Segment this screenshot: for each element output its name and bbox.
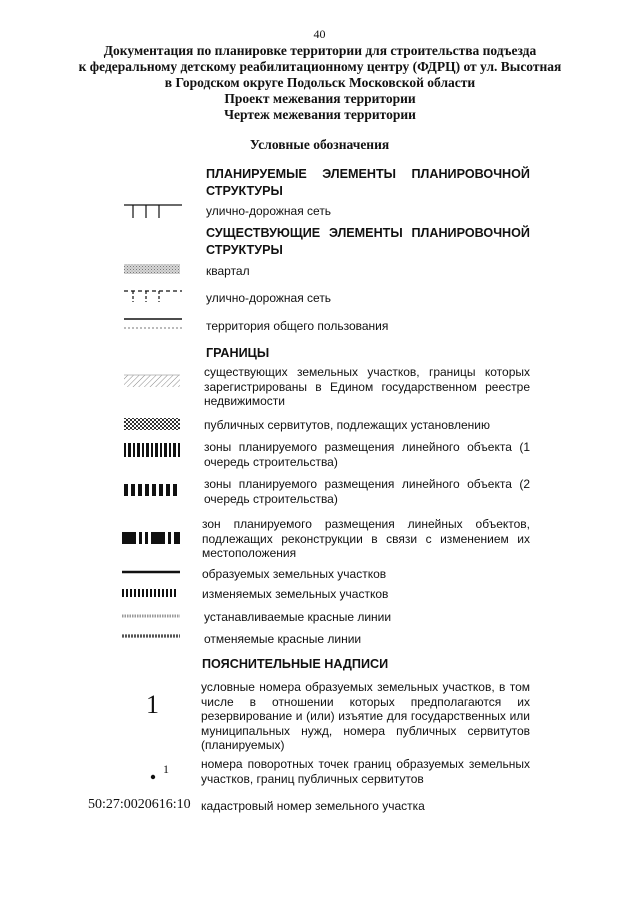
registered-parcel-boundary-symbol	[124, 373, 180, 389]
cadastral-number-symbol: 50:27:0020616:10	[88, 797, 191, 812]
formed-parcel-boundary-symbol	[122, 569, 180, 575]
header-line: в Городском округе Подольск Московской области	[164, 75, 476, 90]
section-boundaries-title: ГРАНИЦЫ	[206, 346, 270, 360]
legend-item-label: квартал	[206, 264, 250, 278]
cancelled-red-line-symbol	[122, 633, 180, 639]
turning-point-number: 1	[163, 762, 169, 776]
parcel-number-symbol: 1	[146, 690, 159, 719]
header-line: Чертеж межевания территории	[224, 107, 416, 122]
turning-point-dot-icon	[150, 774, 156, 780]
legend-item-label: условные номера образуемых земельных участков, в том числе в отношении которых предполагаются их резервирование и (или) изъятие для государственных или муниципальных нужд, номера публичных сервитутов (планируемых)	[201, 680, 530, 752]
legend-item-label: территория общего пользования	[206, 319, 389, 333]
linear-object-zone-stage2-symbol	[124, 484, 180, 496]
section-planned-title: ПЛАНИРУЕМЫЕ ЭЛЕМЕНТЫ ПЛАНИРОВОЧНОЙ СТРУКТУРЫ	[206, 167, 530, 198]
header-line: Проект межевания территории	[224, 91, 416, 106]
legend-item-label: образуемых земельных участков	[202, 567, 387, 581]
legend-item-label: улично-дорожная сеть	[206, 204, 332, 218]
public-territory-symbol	[124, 316, 182, 330]
legend-item-label: зоны планируемого размещения линейного объекта (1 очередь строительства)	[204, 440, 530, 469]
legend-item-label: отменяемые красные линии	[204, 632, 362, 646]
planned-road-network-symbol	[124, 203, 182, 219]
legend-item-label: изменяемых земельных участков	[202, 587, 389, 601]
changed-parcel-boundary-symbol	[122, 589, 180, 597]
legend-item-label: номера поворотных точек границ образуемых земельных участков, границ публичных сервитутов	[201, 757, 530, 786]
existing-road-network-symbol	[124, 289, 182, 303]
legend-item-label: существующих земельных участков, границы которых зарегистрированы в Едином государственном реестре недвижимости	[204, 365, 530, 408]
legend-title: Условные обозначения	[249, 137, 390, 152]
public-servitude-symbol	[124, 417, 180, 431]
document-header	[40, 43, 600, 123]
legend-item-label: улично-дорожная сеть	[206, 291, 332, 305]
block-quarter-symbol	[124, 263, 180, 275]
header-line: Документация по планировке территории для строительства подъезда	[103, 43, 537, 58]
legend-item-label: устанавливаемые красные линии	[204, 610, 392, 624]
legend-item-label: зоны планируемого размещения линейного объекта (2 очередь строительства)	[204, 477, 530, 506]
page-number: 40	[313, 27, 326, 41]
section-existing-title: СУЩЕСТВУЮЩИЕ ЭЛЕМЕНТЫ ПЛАНИРОВОЧНОЙ СТРУКТУРЫ	[206, 226, 530, 257]
legend-item-label: зон планируемого размещения линейных объектов, подлежащих реконструкции в связи с изменением их местоположения	[202, 517, 530, 560]
established-red-line-symbol	[122, 613, 180, 619]
legend-item-label: кадастровый номер земельного участка	[201, 799, 425, 813]
legend-item-label: публичных сервитутов, подлежащих установлению	[204, 418, 491, 432]
linear-object-zone-stage1-symbol	[124, 443, 180, 457]
section-notes-title: ПОЯСНИТЕЛЬНЫЕ НАДПИСИ	[202, 657, 389, 671]
header-line: к федеральному детскому реабилитационному центру (ФДРЦ) от ул. Высотная	[78, 59, 562, 74]
reconstruction-zone-symbol	[122, 532, 180, 544]
